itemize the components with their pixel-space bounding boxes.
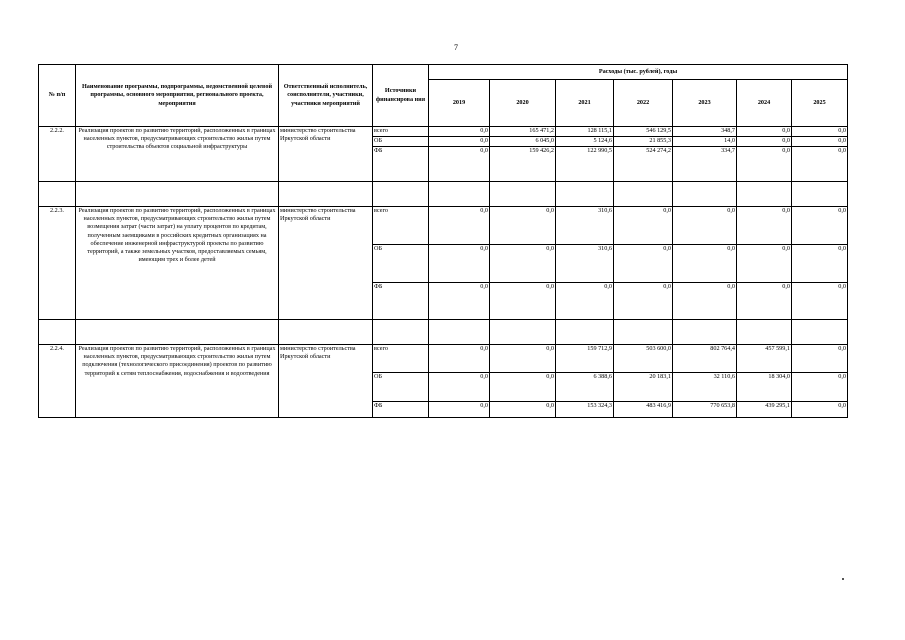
page-number: 7 (454, 43, 458, 52)
funding-source: ОБ (373, 137, 429, 147)
value-cell: 0,0 (673, 245, 737, 283)
header-year: 2022 (614, 80, 673, 127)
value-cell: 0,0 (429, 147, 490, 182)
row-number: 2.2.3. (39, 207, 76, 320)
value-cell: 0,0 (556, 283, 614, 320)
value-cell: 6 045,0 (490, 137, 556, 147)
funding-source: всего (373, 127, 429, 137)
row-number: 2.2.2. (39, 127, 76, 182)
header-year: 2021 (556, 80, 614, 127)
table-row (39, 207, 848, 245)
header-executor: Ответственный исполнитель, соисполнители, участники, участники мероприятий (279, 65, 373, 127)
value-cell: 6 388,6 (556, 373, 614, 402)
value-cell: 0,0 (429, 137, 490, 147)
row-number: 2.2.4. (39, 345, 76, 418)
value-cell: 14,0 (673, 137, 737, 147)
value-cell: 0,0 (792, 147, 848, 182)
value-cell: 0,0 (792, 373, 848, 402)
header-name: Наименование программы, подпрограммы, ведомственной целевой программы, основного мероприятия, регионального проекта, мероприятия (76, 65, 279, 127)
value-cell: 0,0 (737, 137, 792, 147)
value-cell: 802 764,4 (673, 345, 737, 373)
value-cell: 310,6 (556, 207, 614, 245)
value-cell: 153 324,3 (556, 402, 614, 418)
funding-source: ОБ (373, 373, 429, 402)
funding-source: всего (373, 345, 429, 373)
table-row (39, 345, 848, 373)
value-cell: 0,0 (429, 283, 490, 320)
value-cell: 334,7 (673, 147, 737, 182)
value-cell: 0,0 (429, 402, 490, 418)
header-year: 2025 (792, 80, 848, 127)
header-year: 2020 (490, 80, 556, 127)
value-cell: 503 600,0 (614, 345, 673, 373)
value-cell: 0,0 (673, 207, 737, 245)
value-cell: 0,0 (490, 402, 556, 418)
value-cell: 0,0 (490, 245, 556, 283)
value-cell: 159 712,9 (556, 345, 614, 373)
value-cell: 0,0 (737, 207, 792, 245)
value-cell: 0,0 (429, 373, 490, 402)
value-cell: 159 426,2 (490, 147, 556, 182)
value-cell: 0,0 (614, 245, 673, 283)
value-cell: 310,6 (556, 245, 614, 283)
value-cell: 122 990,5 (556, 147, 614, 182)
value-cell: 0,0 (429, 345, 490, 373)
value-cell: 0,0 (737, 147, 792, 182)
header-year: 2023 (673, 80, 737, 127)
value-cell: 0,0 (429, 207, 490, 245)
value-cell: 0,0 (737, 127, 792, 137)
value-cell: 0,0 (737, 283, 792, 320)
value-cell: 20 183,1 (614, 373, 673, 402)
scan-speck (842, 578, 844, 580)
value-cell: 0,0 (792, 283, 848, 320)
value-cell: 18 304,0 (737, 373, 792, 402)
value-cell: 165 471,2 (490, 127, 556, 137)
value-cell: 32 110,6 (673, 373, 737, 402)
row-executor: министерство строительства Иркутской области (279, 345, 373, 418)
value-cell: 5 124,6 (556, 137, 614, 147)
header-year: 2019 (429, 80, 490, 127)
funding-source: всего (373, 207, 429, 245)
budget-table (38, 64, 848, 418)
funding-source: ОБ (373, 245, 429, 283)
funding-source: ФБ (373, 147, 429, 182)
value-cell: 0,0 (792, 402, 848, 418)
value-cell: 439 295,1 (737, 402, 792, 418)
value-cell: 0,0 (614, 207, 673, 245)
row-executor: министерство строительства Иркутской области (279, 207, 373, 320)
value-cell: 128 115,1 (556, 127, 614, 137)
header-num: № п/п (39, 65, 76, 127)
value-cell: 0,0 (792, 245, 848, 283)
value-cell: 0,0 (792, 345, 848, 373)
value-cell: 0,0 (614, 283, 673, 320)
value-cell: 0,0 (792, 207, 848, 245)
value-cell: 0,0 (792, 127, 848, 137)
value-cell: 770 653,8 (673, 402, 737, 418)
row-executor: министерство строительства Иркутской области (279, 127, 373, 182)
value-cell: 457 599,1 (737, 345, 792, 373)
value-cell: 0,0 (792, 137, 848, 147)
value-cell: 0,0 (429, 127, 490, 137)
value-cell: 0,0 (490, 283, 556, 320)
header-year: 2024 (737, 80, 792, 127)
value-cell: 483 416,9 (614, 402, 673, 418)
value-cell: 524 274,2 (614, 147, 673, 182)
funding-source: ФБ (373, 283, 429, 320)
value-cell: 0,0 (737, 245, 792, 283)
table-row (39, 127, 848, 137)
row-name: Реализация проектов по развитию территорий, расположенных в границах населенных пунктов, предусматривающих строительство жилья путем подключения (технологического присоединения) проектов по развитию территорий к сетям теплоснабжения, водоснабжения и водоотведения (76, 345, 279, 418)
value-cell: 0,0 (673, 283, 737, 320)
value-cell: 0,0 (490, 373, 556, 402)
row-name: Реализация проектов по развитию территорий, расположенных в границах населенных пунктов, предусматривающих строительство жилья путем строительства объектов социальной инфраструктуры (76, 127, 279, 182)
row-name: Реализация проектов по развитию территорий, расположенных в границах населенных пунктов, предусматривающих строительство жилья путем возмещения затрат (части затрат) на уплату процентов по кредитам, полученным заемщиками в российских кредитных организациях на обеспечение инженерной инфраструктурой проекты по развитию территорий, а также земельных участков, предоставляемых семьям, имеющим трех и более детей (76, 207, 279, 320)
header-expenses: Расходы (тыс. рублей), годы (429, 65, 848, 80)
value-cell: 348,7 (673, 127, 737, 137)
value-cell: 546 129,5 (614, 127, 673, 137)
header-sources: Источники финансирова ния (373, 65, 429, 127)
value-cell: 0,0 (490, 207, 556, 245)
funding-source: ФБ (373, 402, 429, 418)
value-cell: 21 855,3 (614, 137, 673, 147)
value-cell: 0,0 (490, 345, 556, 373)
value-cell: 0,0 (429, 245, 490, 283)
